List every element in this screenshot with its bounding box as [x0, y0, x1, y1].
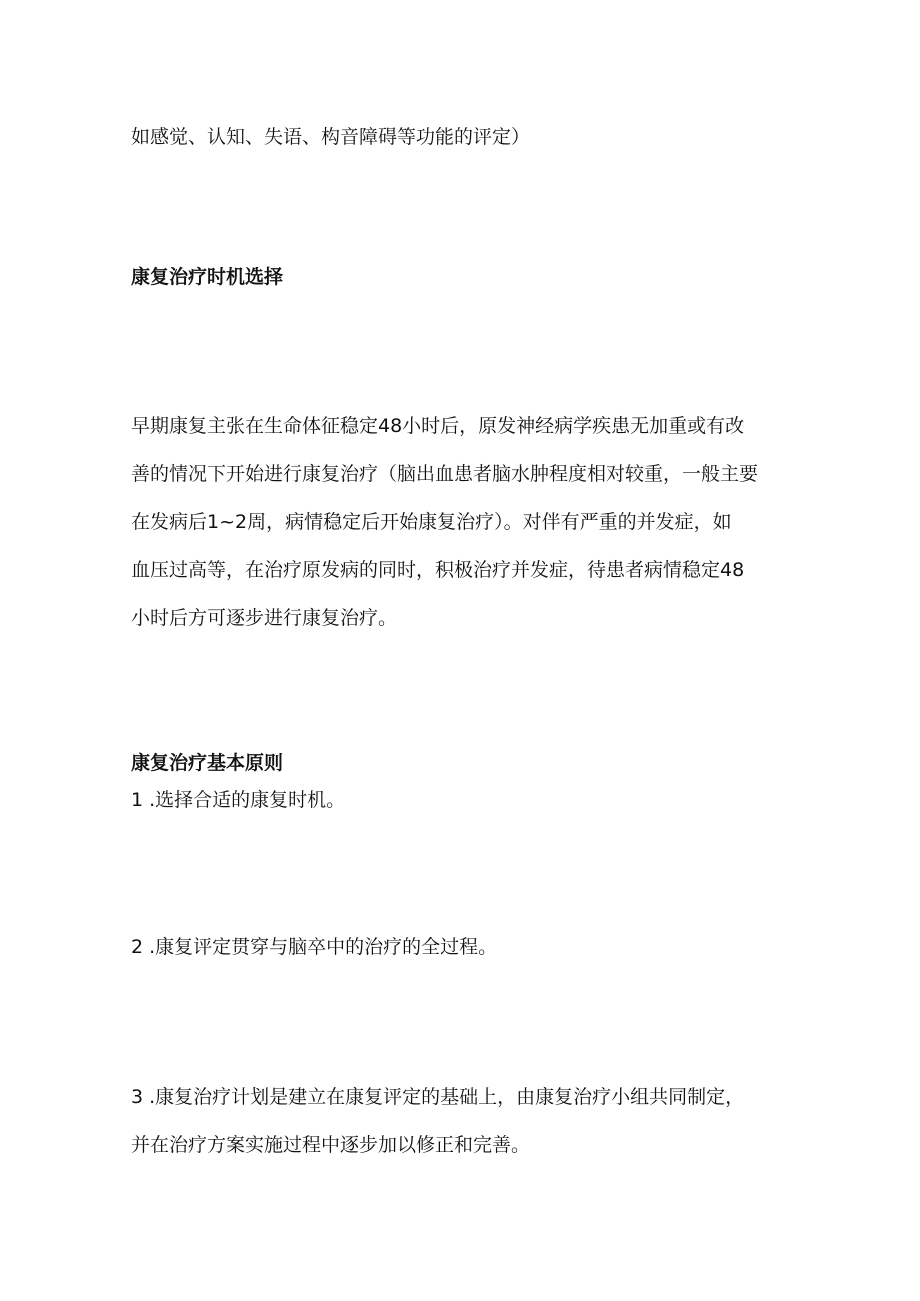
timing-paragraph — [131, 402, 796, 642]
principle-item — [131, 1073, 796, 1169]
timing-line: 善的情况下开始进行康复治疗（脑出血患者脑水肿程度相对较重，一般主要 — [131, 463, 759, 485]
intro-paragraph — [131, 122, 796, 152]
timing-line: 早期康复主张在生命体征稳定48小时后，原发神经病学疾患无加重或有改 — [131, 415, 745, 437]
principle-line: 3 .康复治疗计划是建立在康复评定的基础上，由康复治疗小组共同制定， — [131, 1086, 745, 1108]
timing-line: 在发病后1~2周，病情稳定后开始康复治疗）。对伴有严重的并发症，如 — [131, 511, 732, 533]
section-heading-principles: 康复治疗基本原则 — [131, 752, 284, 774]
principle-line: 2 .康复评定贯穿与脑卒中的治疗的全过程。 — [131, 936, 498, 958]
intro-text: 如感觉、认知、失语、构音障碍等功能的评定） — [131, 126, 531, 148]
principle-line: 并在治疗方案实施过程中逐步加以修正和完善。 — [131, 1134, 531, 1156]
principle-item — [131, 932, 796, 962]
timing-line: 血压过高等，在治疗原发病的同时，积极治疗并发症，待患者病情稳定48 — [131, 559, 745, 581]
principle-item — [131, 785, 796, 815]
principle-line: 1 .选择合适的康复时机。 — [131, 789, 346, 811]
timing-line: 小时后方可逐步进行康复治疗。 — [131, 607, 398, 629]
section-heading-timing: 康复治疗时机选择 — [131, 266, 284, 288]
